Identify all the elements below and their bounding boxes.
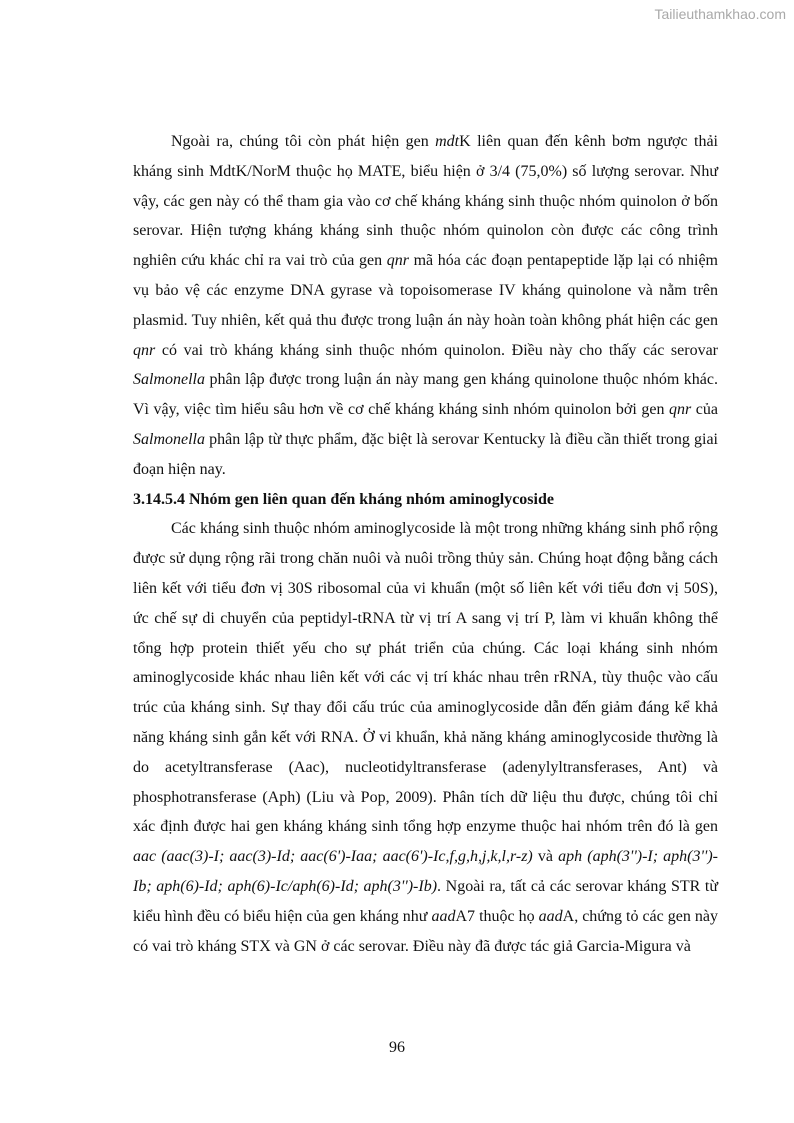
text-run: K liên quan đến kênh bơm ngược thải kháng sinh MdtK/NorM thuộc họ MATE, biểu hiện ở 3/4 (75,0%) số lượng serovar. Như vậy, các gen này có thể tham gia vào cơ chế kháng kháng sinh thuộc nhóm quinolon ở bốn serovar. Hiện tượng kháng kháng sinh thuộc nhóm quinolon còn được các công trình nghiên cứu khác chỉ ra vai trò của gen [133,133,718,270]
italic-term: aph (aph(3'')-I; aph(3'')-Ib; aph(6)-Id; aph(6)-Ic/aph(6)-Id; aph(3'')-Ib) [133,848,718,895]
text-run: phân lập được trong luận án này mang gen kháng quinolone thuộc nhóm khác. Vì vậy, việc tìm hiểu sâu hơn về cơ chế kháng kháng sinh nhóm quinolon bởi gen [133,371,718,419]
italic-term: mdt [435,133,460,150]
paragraph-aminoglycoside [133,514,718,961]
text-run: A7 thuộc họ [455,907,539,925]
italic-term: aad [538,907,563,925]
italic-term: qnr [669,401,692,419]
italic-term: aad [431,907,456,925]
text-run: Ngoài ra, chúng tôi còn phát hiện gen [171,133,436,150]
text-run: A, chứng tỏ các gen này có vai trò kháng STX và GN ở các serovar. Điều này đã được tác giả Garcia-Migura và [133,907,718,955]
section-heading: 3.14.5.4 Nhóm gen liên quan đến kháng nhóm aminoglycoside [133,490,554,508]
text-run: phân lập từ thực phẩm, đặc biệt là serovar Kentucky là điều cần thiết trong giai đoạn hiện nay. [133,430,718,478]
text-run: của [691,401,719,419]
paragraph-quinolon [133,127,718,485]
italic-term: Salmonella [133,430,205,448]
text-run: . Ngoài ra, tất cả các serovar kháng STR từ kiểu hình đều có biểu hiện của gen kháng như [133,877,718,925]
text-run: có vai trò kháng kháng sinh thuộc nhóm quinolon. Điều này cho thấy các serovar [155,341,718,359]
text-run: Các kháng sinh thuộc nhóm aminoglycoside là một trong những kháng sinh phổ rộng được sử dụng rộng rãi trong chăn nuôi và nuôi trồng thủy sản. Chúng hoạt động bằng cách liên kết với tiểu đơn vị 30S ribosomal của vi khuẩn (một số liên kết với tiểu đơn vị 50S), ức chế sự di chuyển của peptidyl-tRNA từ vị trí A sang vị trí P, làm vi khuẩn không thể tổng hợp protein thiết yếu cho sự phát triển của chúng. Các loại kháng sinh nhóm aminoglycoside khác nhau liên kết với các vị trí khác nhau trên rRNA, tùy thuộc vào cấu trúc của kháng sinh. Sự thay đổi cấu trúc của aminoglycoside dẫn đến giảm đáng kể khả năng kháng sinh gắn kết với RNA. Ở vi khuẩn, khả năng kháng aminoglycoside thường là do acetyltransferase (Aac), nucleotidyltransferase (adenylyltransferases, Ant) và phosphotransferase (Aph) (Liu và Pop, 2009). Phân tích dữ liệu thu được, chúng tôi chỉ xác định được hai gen kháng kháng sinh tổng hợp enzyme thuộc hai nhóm trên đó là gen [133,520,718,836]
italic-term: qnr [133,341,156,359]
italic-term: aac (aac(3)-I; aac(3)-Id; aac(6')-Iaa; aac(6')-Ic,f,g,h,j,k,l,r-z) [133,848,533,866]
italic-term: Salmonella [133,371,205,389]
watermark: Tailieuthamkhao.com [654,6,786,22]
text-run: và [532,848,559,866]
document-body [133,127,718,961]
page-number: 96 [389,1039,405,1056]
text-run: mã hóa các đoạn pentapeptide lặp lại có nhiệm vụ bảo vệ các enzyme DNA gyrase và topoisomerase IV kháng quinolone và nằm trên plasmid. Tuy nhiên, kết quả thu được trong luận án này hoàn toàn không phát hiện các gen [133,252,719,329]
italic-term: qnr [386,252,409,270]
